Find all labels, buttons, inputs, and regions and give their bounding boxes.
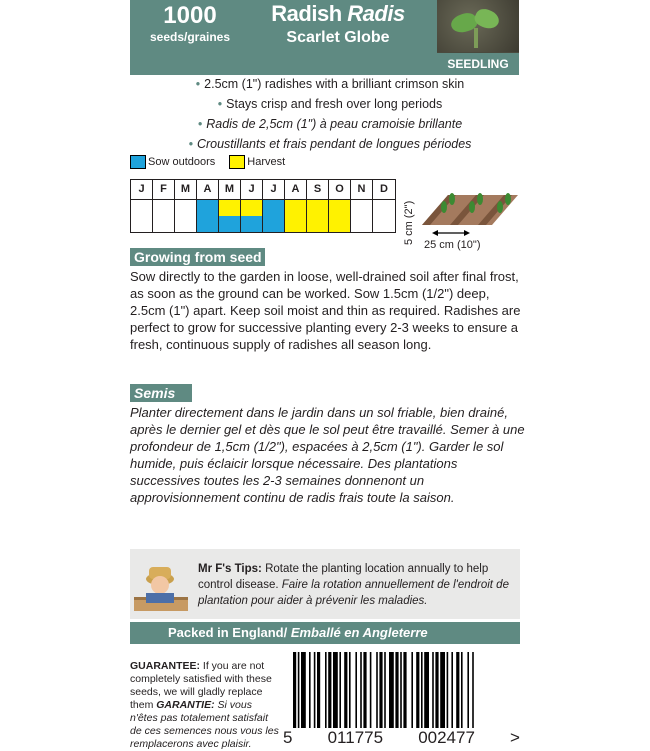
packed-fr: Emballé en Angleterre xyxy=(290,625,428,640)
barcode-bar xyxy=(421,652,423,728)
barcode-bar xyxy=(400,652,402,728)
harvest-period xyxy=(329,216,350,232)
barcode-bar xyxy=(456,652,459,728)
calendar-months xyxy=(131,180,395,199)
seedling-photo xyxy=(437,0,519,75)
calendar-month-label: A xyxy=(197,180,219,199)
calendar-month-cell xyxy=(307,200,329,232)
calendar-month-label: J xyxy=(263,180,285,199)
title-en: Radish xyxy=(271,1,342,26)
calendar-month-cell xyxy=(175,200,197,232)
title-fr: Radis xyxy=(347,1,405,26)
calendar-month-cell xyxy=(197,200,219,232)
barcode-bar xyxy=(349,652,351,728)
calendar-month-cell xyxy=(329,200,351,232)
calendar-month-label: A xyxy=(285,180,307,199)
bullet-text: 2.5cm (1") radishes with a brilliant crimson skin xyxy=(204,77,465,91)
growing-text: Sow directly to the garden in loose, well-drained soil after final frost, as soon as the ground can be worked. Sow 1.5cm (1/2") deep, 2.5cm (1") apart. Keep soil moist and thin as required. Radishes are perfect to grow for successive planting every 2-3 weeks to ensure a fresh, continuous supply of radishes all season long. xyxy=(130,269,521,352)
semis-heading: Semis xyxy=(130,384,192,402)
feature-bullets xyxy=(140,74,520,154)
sow-period xyxy=(197,200,218,216)
barcode-bar xyxy=(432,652,434,728)
growing-heading: Growing from seed xyxy=(130,248,265,266)
bullet-icon: • xyxy=(195,77,201,91)
sow-period xyxy=(197,216,218,232)
sow-period xyxy=(219,216,240,232)
calendar-month-label: D xyxy=(380,183,388,195)
planting-calendar xyxy=(130,179,396,233)
barcode-bar xyxy=(333,652,338,728)
seed-count xyxy=(130,0,250,75)
barcode-bar xyxy=(309,652,311,728)
barcode-bar xyxy=(328,652,331,728)
depth-label: 5 cm (2") xyxy=(403,200,415,245)
calendar-month-label: F xyxy=(153,180,175,199)
calendar-month-cell xyxy=(373,200,395,232)
product-name xyxy=(243,0,433,28)
barcode-bar xyxy=(317,652,320,728)
guarantee-label-fr: GARANTIE: xyxy=(156,699,215,711)
barcode-bar xyxy=(403,652,406,728)
harvest-legend-label: Harvest xyxy=(247,156,286,168)
barcode-bar xyxy=(416,652,419,728)
harvest-period xyxy=(307,200,328,216)
barcode-bar xyxy=(424,652,429,728)
bullet-item xyxy=(140,114,520,134)
barcode-bar xyxy=(370,652,372,728)
seed-count-number: 1000 xyxy=(163,2,217,29)
sow-legend-label: Sow outdoors xyxy=(148,156,216,168)
barcode-bar xyxy=(376,652,378,728)
bullet-icon: • xyxy=(197,117,203,131)
barcode-bar xyxy=(360,652,362,728)
tips-text xyxy=(198,561,516,609)
barcode-bar xyxy=(447,652,449,728)
barcode-digit-group: 002477 xyxy=(418,728,475,747)
seedling-label: SEEDLING xyxy=(437,53,519,75)
sow-period xyxy=(263,216,284,232)
tips-text-en: Rotate the planting location annually to help control disease. xyxy=(198,563,489,591)
calendar-month-cell xyxy=(219,200,241,232)
barcode-bar xyxy=(461,652,463,728)
bullet-icon: • xyxy=(217,97,223,111)
seed-count-unit: seeds/graines xyxy=(149,30,231,44)
harvest-period xyxy=(219,200,240,216)
calendar-month-cell xyxy=(131,200,153,232)
harvest-period xyxy=(285,216,306,232)
calendar-month-label: M xyxy=(219,180,241,199)
seedling-stem xyxy=(474,28,478,48)
harvest-period xyxy=(285,200,306,216)
barcode-bar xyxy=(440,652,445,728)
bullet-icon: • xyxy=(188,137,193,151)
guarantee-text-en: If you are not completely satisfied with these seeds, we will gladly replace them xyxy=(130,660,272,711)
bullet-item xyxy=(140,134,520,154)
calendar-legend xyxy=(130,155,285,169)
barcode-bar xyxy=(339,652,341,728)
calendar-month-cell xyxy=(263,200,285,232)
harvest-swatch xyxy=(229,155,245,169)
semis-text: Planter directement dans le jardin dans un sol friable, bien drainé, après le dernier gel et dès que le sol peut être travaillé. Semer à une profondeur de 1,5cm (1/2"), espacées à 2,5cm (1"). Garder le sol humide, puis éclaicir lorsque nécessaire. Des plantations successives toutes les 2-3 semaines donnenont un approvisionnement continu de radis frais toute la saison. xyxy=(130,405,525,505)
barcode-bar xyxy=(314,652,316,728)
calendar-month-cell xyxy=(153,200,175,232)
bullet-text: Croustillants et frais pendant de longues périodes xyxy=(196,137,472,151)
packed-en: Packed in England/ xyxy=(168,625,288,640)
tips-label: Mr F's Tips: xyxy=(198,563,262,575)
calendar-month-label: S xyxy=(307,180,329,199)
barcode-bar xyxy=(355,652,357,728)
calendar-month-cell xyxy=(241,200,263,232)
packed-banner xyxy=(130,622,520,644)
barcode-digit-group: > xyxy=(510,728,520,747)
barcode-digit-group: 011775 xyxy=(327,728,384,747)
barcode-bar xyxy=(411,652,413,728)
bullet-item xyxy=(140,94,520,114)
harvest-period xyxy=(307,216,328,232)
barcode-bar xyxy=(298,652,300,728)
calendar-month-cell xyxy=(351,200,373,232)
bullet-text: Radis de 2,5cm (1") à peau cramoisie brillante xyxy=(206,117,463,131)
bullet-item xyxy=(140,74,520,94)
sow-period xyxy=(263,200,284,216)
barcode-digits xyxy=(283,728,520,748)
barcode-bar xyxy=(384,652,386,728)
spacing-diagram xyxy=(400,185,520,250)
mr-f-mascot-icon xyxy=(132,557,190,617)
barcode-bar xyxy=(395,652,398,728)
product-title xyxy=(243,0,433,48)
soil-image xyxy=(437,0,519,52)
barcode-bar xyxy=(363,652,366,728)
barcode-bar xyxy=(435,652,438,728)
calendar-month-label: O xyxy=(329,180,351,199)
harvest-period xyxy=(241,200,262,216)
calendar-month-label: J xyxy=(241,180,263,199)
calendar-month-label: J xyxy=(131,180,153,199)
tips-text-fr: Faire la rotation annuellement de l'endroit de plantation pour aider à prévenir les maladies. xyxy=(198,579,509,607)
barcode-bar xyxy=(451,652,453,728)
calendar-month-cell xyxy=(285,200,307,232)
sow-period xyxy=(241,216,262,232)
barcode-bar xyxy=(325,652,327,728)
calendar-month-label: N xyxy=(351,180,373,199)
barcode-bar xyxy=(301,652,306,728)
calendar-month-label: M xyxy=(175,180,197,199)
barcode-bar xyxy=(389,652,394,728)
guarantee-text xyxy=(130,660,280,751)
guarantee-text-fr: Si vous n'êtes pas totalement satisfait de ces semences nous vous les remplacerons avec plaisir. xyxy=(130,699,279,750)
barcode-digit-group: 5 xyxy=(283,728,293,747)
barcode-bar xyxy=(293,652,296,728)
barcode-bar xyxy=(472,652,474,728)
barcode-bar xyxy=(379,652,382,728)
barcode-bar xyxy=(344,652,347,728)
variety-name: Scarlet Globe xyxy=(286,29,390,46)
bullet-text: Stays crisp and fresh over long periods xyxy=(226,97,443,111)
row-spacing-label: 25 cm (10") xyxy=(424,239,481,251)
calendar-grid xyxy=(131,199,395,232)
harvest-period xyxy=(329,200,350,216)
barcode-bar xyxy=(467,652,469,728)
sow-swatch xyxy=(130,155,146,169)
guarantee-label-en: GUARANTEE: xyxy=(130,660,200,672)
tips-box xyxy=(130,549,520,619)
